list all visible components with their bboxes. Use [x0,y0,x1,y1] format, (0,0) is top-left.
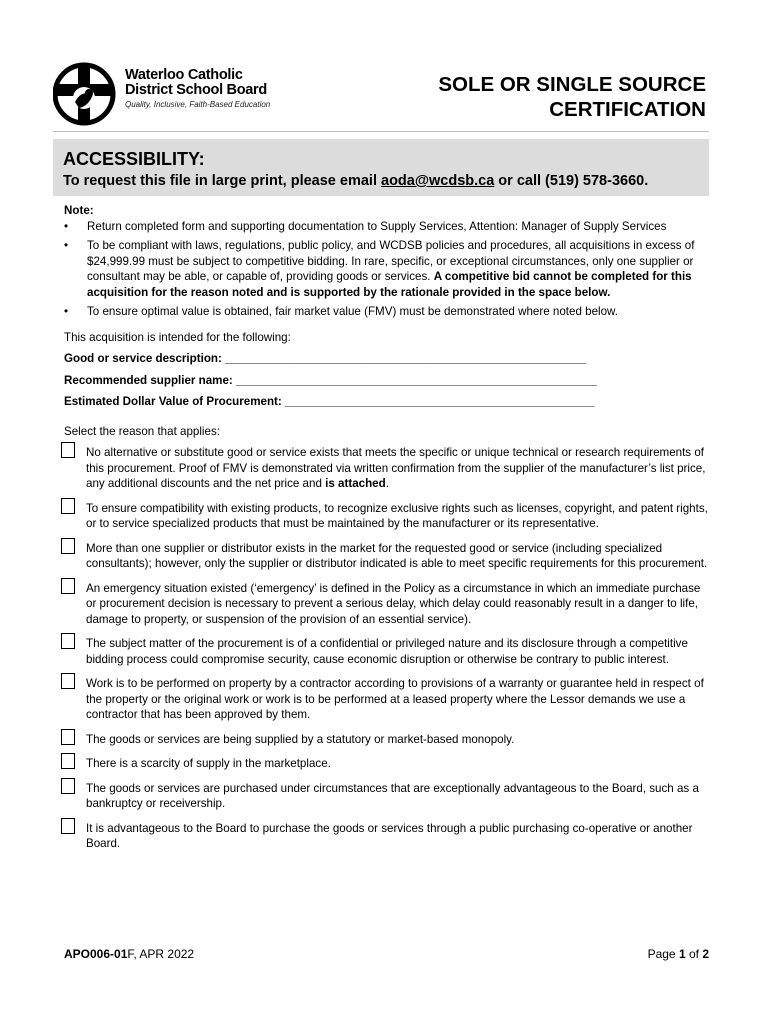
reason-text: The subject matter of the procurement is of a confidential or privileged nature and its disclosure through a competitive bidding process could compromise security, cause economic disruption or otherwise be contrary to public interest. [86,637,688,666]
reason-item [64,781,710,812]
reason-text: It is advantageous to the Board to purchase the goods or services through a public purchasing co-operative or another Board. [86,821,693,850]
good-service-description-field[interactable]: Good or service description: ________________________________________________________ [64,352,587,365]
bullet-icon: • [64,219,69,233]
accessibility-banner [53,139,709,196]
note-item [64,304,710,320]
reason-checkbox[interactable] [61,753,75,769]
reason-text: An emergency situation existed (‘emergency’ is defined in the Policy as a circumstance in which an immediate purchase or procurement decision is necessary to prevent a serious delay, which delay could reasonably result in a danger to life, damage to property, or suspension of the provision of an essential service). [86,581,701,626]
page-current: 1 [678,947,686,961]
note-text: To ensure optimal value is obtained, fair market value (FMV) must be demonstrated where noted below. [87,305,619,318]
reason-item [64,821,710,852]
page-total: 2 [702,947,709,961]
note-item [64,219,710,235]
reason-checkbox[interactable] [61,578,75,594]
form-code [64,947,194,961]
reason-checkbox[interactable] [61,538,75,554]
page-of: of [685,947,703,961]
estimated-value-field[interactable]: Estimated Dollar Value of Procurement: ________________________________________________ [64,395,595,408]
reason-checkbox[interactable] [61,442,75,458]
reason-text: To ensure compatibility with existing products, to recognize exclusive rights such as licenses, copyright, and patent rights, or to service specialized products that must be maintained by the manufacturer or its representative. [86,501,708,530]
reason-text-end: . [385,477,389,490]
page-label: Page [647,947,679,961]
form-content [64,203,710,861]
accessibility-text-before: To request this file in large print, please email [63,173,382,189]
accessibility-email-link[interactable]: aoda@wcdsb.ca [381,173,495,189]
note-item [64,238,710,300]
logo-tagline: Quality, Inclusive, Faith-Based Education [125,100,271,109]
reason-item [64,676,710,723]
notes-list [64,219,710,320]
logo-name-line1: Waterloo Catholic [125,67,243,83]
reason-item [64,756,710,772]
board-logo [53,62,293,128]
reason-item [64,445,710,492]
note-text: To be compliant with laws, regulations, public policy, and WCDSB policies and procedures, all acquisitions in excess of $24,999.99 must be subject to competitive bidding. In rare, specific, or exceptional circumstances, only one supplier or consultant may be able, or capable of, providing goods or services. [87,239,695,283]
select-reason-label: Select the reason that applies: [64,424,220,438]
accessibility-heading: ACCESSIBILITY: [63,149,205,169]
header-divider [53,131,709,132]
page-title [438,72,706,122]
reason-item [64,732,710,748]
reason-checkbox[interactable] [61,633,75,649]
reason-text: The goods or services are being supplied by a statutory or market-based monopoly. [86,732,515,746]
reason-text-bold: is attached [325,477,386,490]
reason-text: No alternative or substitute good or service exists that meets the specific or unique technical or research requirements of this procurement. Proof of FMV is demonstrated via written confirmation from the supplier of the manufacturer’s list price, any additional discounts and the net price and [86,446,706,490]
reason-checkbox[interactable] [61,818,75,834]
reason-item [64,636,710,667]
title-line2: CERTIFICATION [549,98,706,121]
page-number [648,947,709,961]
reason-item [64,501,710,532]
acquisition-intro: This acquisition is intended for the following: [64,330,291,344]
reason-item [64,581,710,628]
bullet-icon: • [64,305,69,318]
form-code-bold: APO006-01 [64,947,128,961]
reason-checkbox[interactable] [61,778,75,794]
reason-list [64,445,710,852]
logo-name-line2: District School Board [125,82,267,98]
reason-item [64,541,710,572]
reason-text: There is a scarcity of supply in the marketplace. [86,757,331,770]
reason-checkbox[interactable] [61,498,75,514]
reason-checkbox[interactable] [61,729,75,745]
reason-text: More than one supplier or distributor exists in the market for the requested good or service (including specialized consultants); however, only the supplier or distributor indicated is able to meet specific requirements for this procurement. [86,541,708,570]
reason-checkbox[interactable] [61,673,75,689]
cross-emblem-icon [53,62,119,128]
recommended-supplier-field[interactable]: Recommended supplier name: ________________________________________________________ [64,373,598,387]
title-line1: SOLE OR SINGLE SOURCE [438,73,706,96]
note-label: Note: [64,204,94,217]
reason-text: The goods or services are purchased under circumstances that are exceptionally advantageous to the Board, such as a bankruptcy or receivership. [86,781,699,810]
note-text: Return completed form and supporting documentation to Supply Services, Attention: Manager of Supply Services [87,219,667,233]
accessibility-text-after: or call (519) 578-3660. [494,173,649,189]
reason-text: Work is to be performed on property by a contractor according to provisions of a warranty or guarantee held in respect of the property or the original work or work is to be performed at a leased property where the Lessor demands we use a contractor that has been approved by them. [86,677,704,721]
bullet-icon: • [64,239,69,252]
note-text-bold: A competitive bid cannot be completed for this acquisition for the reason noted and is supported by the rationale provided in the space below. [87,270,692,299]
form-code-suffix: F, APR 2022 [127,947,195,961]
accessibility-text [63,172,699,190]
